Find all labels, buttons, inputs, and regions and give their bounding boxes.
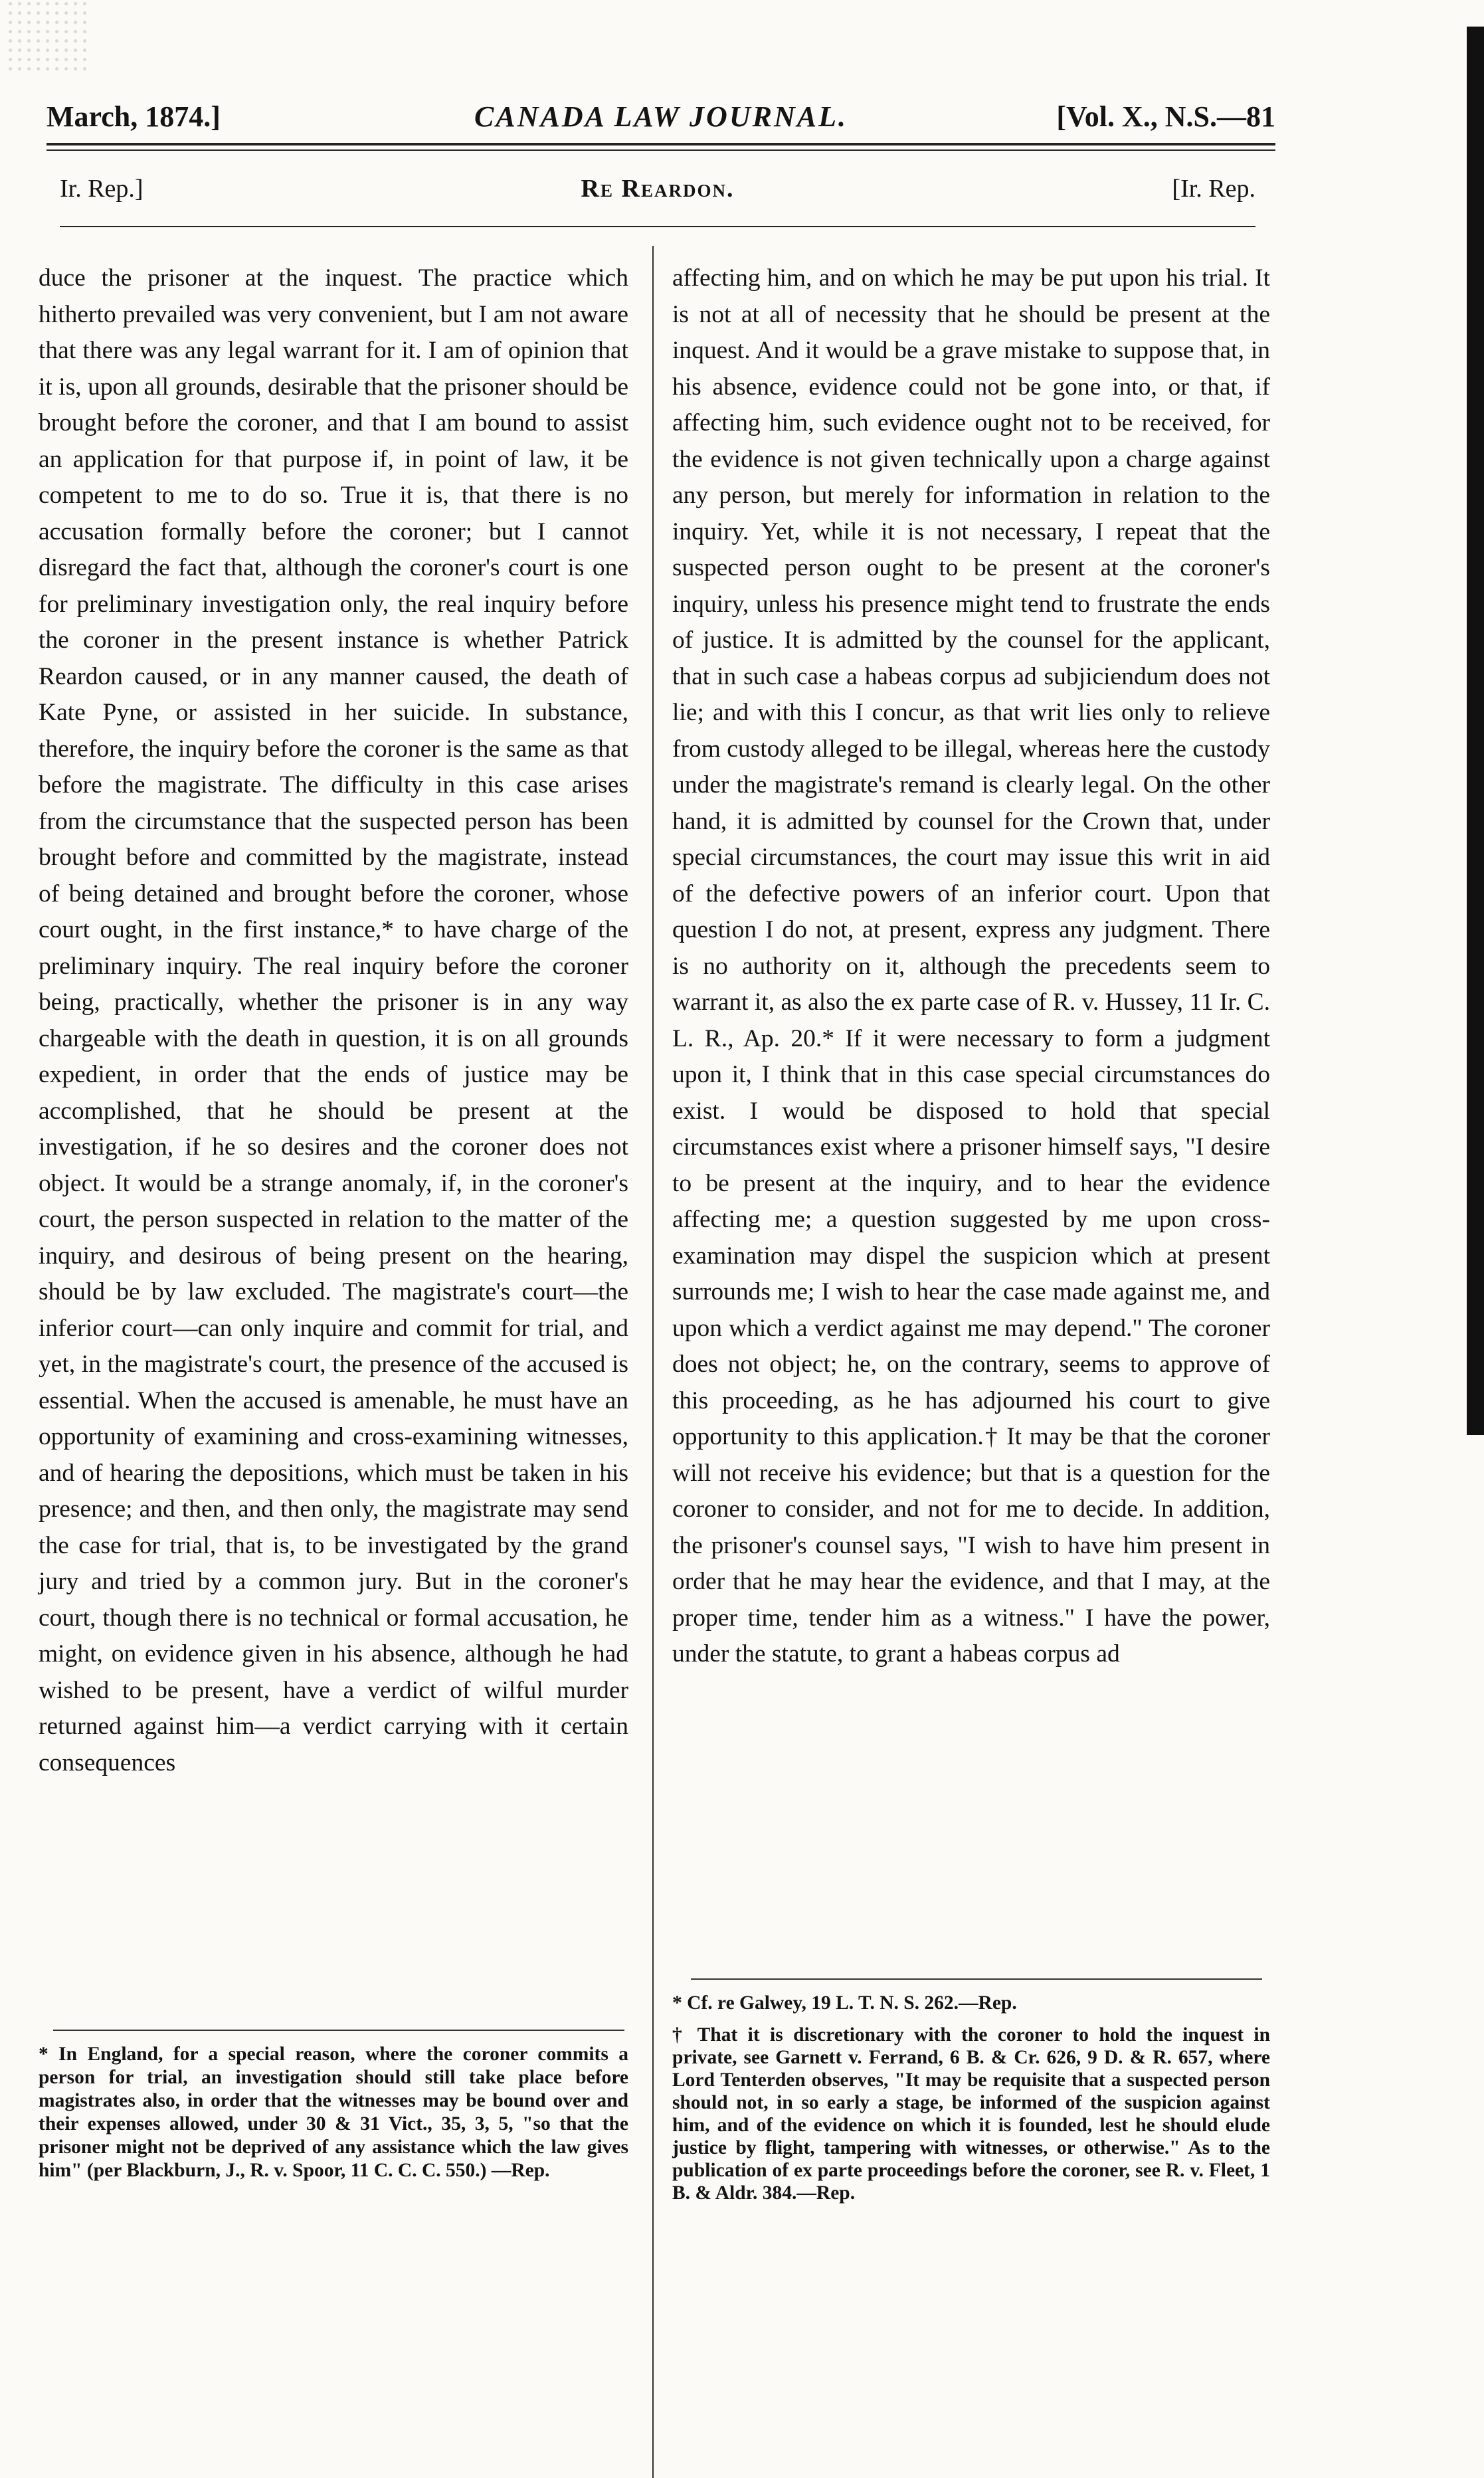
page-header	[46, 100, 1275, 146]
column-divider	[652, 246, 654, 2478]
footnote-right	[672, 1992, 1270, 2214]
footnote-right-2: † That it is discretionary with the coroner to hold the inquest in private, see Garnett v. Ferrand, 6 B. & Cr. 626, 9 D. & R. 657, where Lord Tenterden observes, "It may be requisite that a suspected person should not, in so early a stage, be informed of the suspicion against him, and of the evidence on which it is founded, lest he should elude justice by flight, tampering with witnesses, or otherwise." As to the publication of ex parte proceedings before the coroner, see R. v. Fleet, 1 B. & Aldr. 384.—Rep.	[672, 2024, 1270, 2204]
subheader-rule	[60, 226, 1255, 227]
footnote-right-1: * Cf. re Galwey, 19 L. T. N. S. 262.—Rep.	[672, 1992, 1017, 2014]
left-column	[39, 260, 628, 1781]
scan-artifact	[7, 0, 86, 73]
right-column	[672, 260, 1270, 1673]
left-column-text: duce the prisoner at the inquest. The practice which hitherto prevailed was very convenient, but I am not aware that there was any legal warrant for it. I am of opinion that it is, upon all grounds, desirable that the prisoner should be brought before the coroner, and that I am bound to assist an application for that purpose if, in point of law, it be competent to me to do so. True it is, that there is no accusation formally before the coroner; but I cannot disregard the fact that, although the coroner's court is one for preliminary investigation only, the real inquiry before the coroner in the present instance is whether Patrick Reardon caused, or in any manner caused, the death of Kate Pyne, or assisted in her suicide. In substance, therefore, the inquiry before the coroner is the same as that before the magistrate. The difficulty in this case arises from the circumstance that the suspected person has been brought before and committed by the magistrate, instead of being detained and brought before the coroner, whose court ought, in the first instance,* to have charge of the preliminary inquiry. The real inquiry before the coroner being, practically, whether the prisoner is in any way chargeable with the death in question, it is on all grounds expedient, in order that the ends of justice may be accomplished, that he should be present at the investigation, if he so desires and the coroner does not object. It would be a strange anomaly, if, in the coroner's court, the person suspected in relation to the matter of the inquiry, and desirous of being present on the hearing, should be by law excluded. The magistrate's court—the inferior court—can only inquire and commit for trial, and yet, in the magistrate's court, the presence of the accused is essential. When the accused is amenable, he must have an opportunity of examining and cross-examining witnesses, and of hearing the depositions, which must be taken in his presence; and then, and then only, the magistrate may send the case for trial, that is, to be investigated by the grand jury and tried by a common jury. But in the coroner's court, though there is no technical or formal accusation, he might, on evidence given in his absence, although he had wished to be present, have a verdict of wilful murder returned against him—a verdict carrying with it certain consequences	[39, 264, 628, 1776]
header-rule	[46, 143, 1275, 145]
footnote-left	[39, 2043, 628, 2192]
report-right: [Ir. Rep.	[1172, 175, 1255, 203]
case-title: Re Reardon.	[581, 175, 735, 203]
volume-page: [Vol. X., N.S.—81	[1056, 100, 1275, 133]
running-head	[60, 174, 1255, 214]
report-left: Ir. Rep.]	[60, 175, 143, 203]
footnote-rule-left	[53, 2030, 624, 2031]
scan-edge-bar	[1467, 27, 1484, 1435]
footnote-left-text: * In England, for a special reason, where the coroner commits a person for trial, an investigation should still take place before magistrates also, in order that the witnesses may be bound over and their expenses allowed, under 30 & 31 Vict., 35, 3, 5, "so that the prisoner might not be deprived of any assistance which the law gives him" (per Blackburn, J., R. v. Spoor, 11 C. C. C. 550.) —Rep.	[39, 2044, 628, 2181]
footnote-rule-right	[691, 1978, 1262, 1980]
journal-title: CANADA LAW JOURNAL.	[474, 100, 848, 133]
header-date: March, 1874.]	[46, 100, 221, 133]
header-rule-thin	[46, 149, 1275, 151]
right-column-text: affecting him, and on which he may be put upon his trial. It is not at all of necessity that he should be present at the inquest. And it would be a grave mistake to suppose that, in his absence, evidence could not be gone into, or that, if affecting him, such evidence ought not to be received, for the evidence is not given technically upon a charge against any person, but merely for information in relation to the inquiry. Yet, while it is not necessary, I repeat that the suspected person ought to be present at the coroner's inquiry, unless his presence might tend to frustrate the ends of justice. It is admitted by the counsel for the applicant, that in such case a habeas corpus ad subjiciendum does not lie; and with this I concur, as that writ lies only to relieve from custody alleged to be illegal, whereas here the custody under the magistrate's remand is clearly legal. On the other hand, it is admitted by counsel for the Crown that, under special circumstances, the court may issue this writ in aid of the defective powers of an inferior court. Upon that question I do not, at present, express any judgment. There is no authority on it, although the precedents seem to warrant it, as also the ex parte case of R. v. Hussey, 11 Ir. C. L. R., Ap. 20.* If it were necessary to form a judgment upon it, I think that in this case special circumstances do exist. I would be disposed to hold that special circumstances exist where a prisoner himself says, "I desire to be present at the inquiry, and to hear the evidence affecting me; a question suggested by me upon cross-examination may dispel the suspicion which at present surrounds me; I wish to hear the case made against me, and upon which a verdict against me may depend." The coroner does not object; he, on the contrary, seems to approve of this proceeding, as he has adjourned his court to give opportunity to this application.† It may be that the coroner will not receive his evidence; but that is a question for the coroner to consider, and not for me to decide. In addition, the prisoner's counsel says, "I wish to have him present in order that he may hear the evidence, and that I may, at the proper time, tender him as a witness." I have the power, under the statute, to grant a habeas corpus ad	[672, 264, 1270, 1668]
